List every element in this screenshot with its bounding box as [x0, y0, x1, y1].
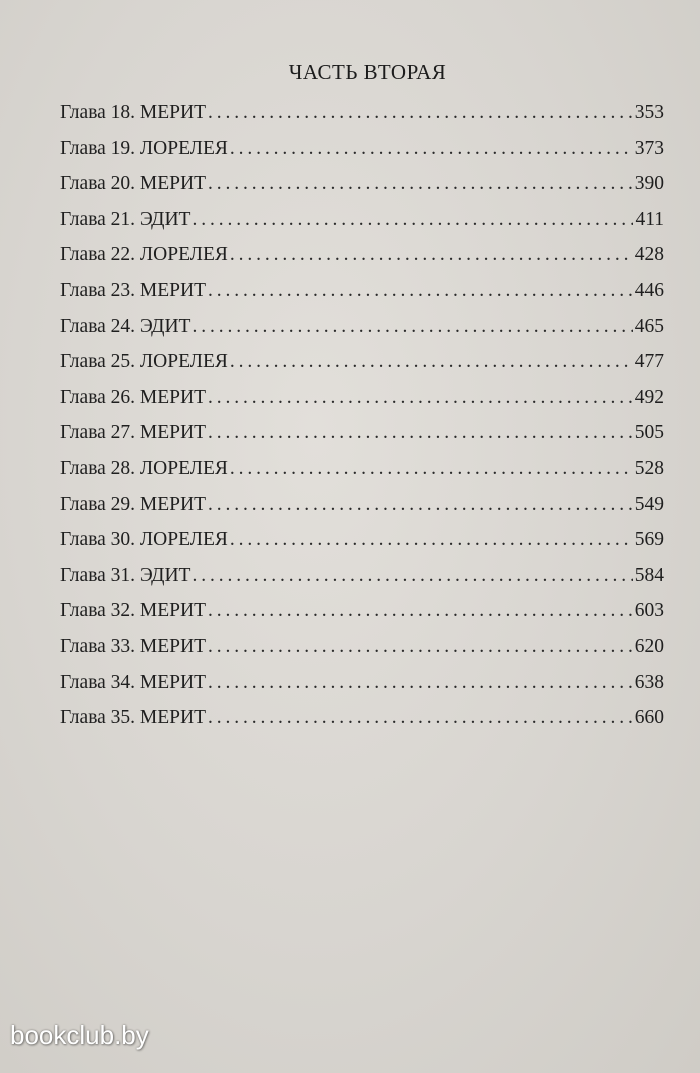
chapter-title: Глава 32. МЕРИТ: [60, 600, 207, 622]
toc-entry: [60, 700, 664, 736]
chapter-title: Глава 31. ЭДИТ: [60, 564, 191, 586]
chapter-title: Глава 27. МЕРИТ: [60, 422, 207, 444]
page-number: 373: [634, 137, 664, 159]
toc-entry: [60, 593, 664, 629]
page-number: 549: [634, 493, 664, 515]
dot-leader: [230, 522, 633, 558]
chapter-title: Глава 26. МЕРИТ: [60, 386, 207, 408]
dot-leader: [208, 665, 633, 701]
dot-leader: [208, 487, 633, 523]
chapter-title: Глава 33. МЕРИТ: [60, 635, 207, 657]
chapter-title: Глава 34. МЕРИТ: [60, 671, 207, 693]
dot-leader: [208, 415, 633, 451]
toc-entry: [60, 415, 664, 451]
dot-leader: [230, 131, 633, 167]
chapter-title: Глава 35. МЕРИТ: [60, 707, 207, 729]
dot-leader: [230, 451, 633, 487]
page-number: 638: [634, 671, 664, 693]
dot-leader: [230, 344, 633, 380]
page-number: 411: [635, 208, 664, 230]
toc-entry: [60, 237, 664, 273]
toc-entry: [60, 665, 664, 701]
toc-entry: [60, 629, 664, 665]
toc-entry: [60, 202, 664, 238]
chapter-title: Глава 18. МЕРИТ: [60, 102, 207, 123]
page-number: 353: [634, 102, 664, 123]
chapter-title: Глава 19. ЛОРЕЛЕЯ: [60, 137, 228, 159]
toc-entry: [60, 451, 664, 487]
dot-leader: [208, 629, 633, 665]
toc-entry: [60, 95, 664, 131]
dot-leader: [192, 309, 632, 345]
toc-entry: [60, 309, 664, 345]
dot-leader: [192, 558, 632, 594]
page-number: 528: [634, 457, 664, 479]
page-number: 390: [634, 173, 664, 195]
dot-leader: [208, 700, 633, 736]
toc-entry: [60, 380, 664, 416]
dot-leader: [192, 202, 633, 238]
page-number: 660: [634, 707, 664, 729]
page-number: 428: [634, 244, 664, 266]
chapter-title: Глава 22. ЛОРЕЛЕЯ: [60, 244, 228, 266]
page-number: 620: [634, 635, 664, 657]
chapter-title: Глава 23. МЕРИТ: [60, 279, 207, 301]
chapter-title: Глава 29. МЕРИТ: [60, 493, 207, 515]
toc-entry: [60, 273, 664, 309]
dot-leader: [208, 273, 633, 309]
site-watermark: bookclub.by: [10, 1020, 149, 1050]
toc-entry: [60, 522, 664, 558]
section-title: ЧАСТЬ ВТОРАЯ: [288, 60, 447, 84]
toc-entry: [60, 487, 664, 523]
chapter-title: Глава 28. ЛОРЕЛЕЯ: [60, 457, 228, 479]
page-number: 603: [634, 600, 664, 622]
dot-leader: [230, 237, 633, 273]
dot-leader: [208, 166, 633, 202]
toc-entry: [60, 166, 664, 202]
dot-leader: [208, 95, 633, 131]
toc-entry: [60, 558, 664, 594]
dot-leader: [208, 380, 633, 416]
chapter-title: Глава 20. МЕРИТ: [60, 173, 207, 195]
chapter-title: Глава 30. ЛОРЕЛЕЯ: [60, 529, 228, 551]
page-number: 477: [634, 351, 664, 373]
table-of-contents: [60, 95, 664, 736]
chapter-title: Глава 21. ЭДИТ: [60, 208, 191, 230]
page-number: 505: [634, 422, 664, 444]
chapter-title: Глава 24. ЭДИТ: [60, 315, 191, 337]
toc-entry: [60, 131, 664, 167]
page-number: 569: [634, 529, 664, 551]
page-number: 584: [634, 564, 664, 586]
dot-leader: [208, 593, 633, 629]
page-number: 465: [634, 315, 664, 337]
page-number: 492: [634, 386, 664, 408]
toc-entry: [60, 344, 664, 380]
page-number: 446: [634, 279, 664, 301]
chapter-title: Глава 25. ЛОРЕЛЕЯ: [60, 351, 228, 373]
